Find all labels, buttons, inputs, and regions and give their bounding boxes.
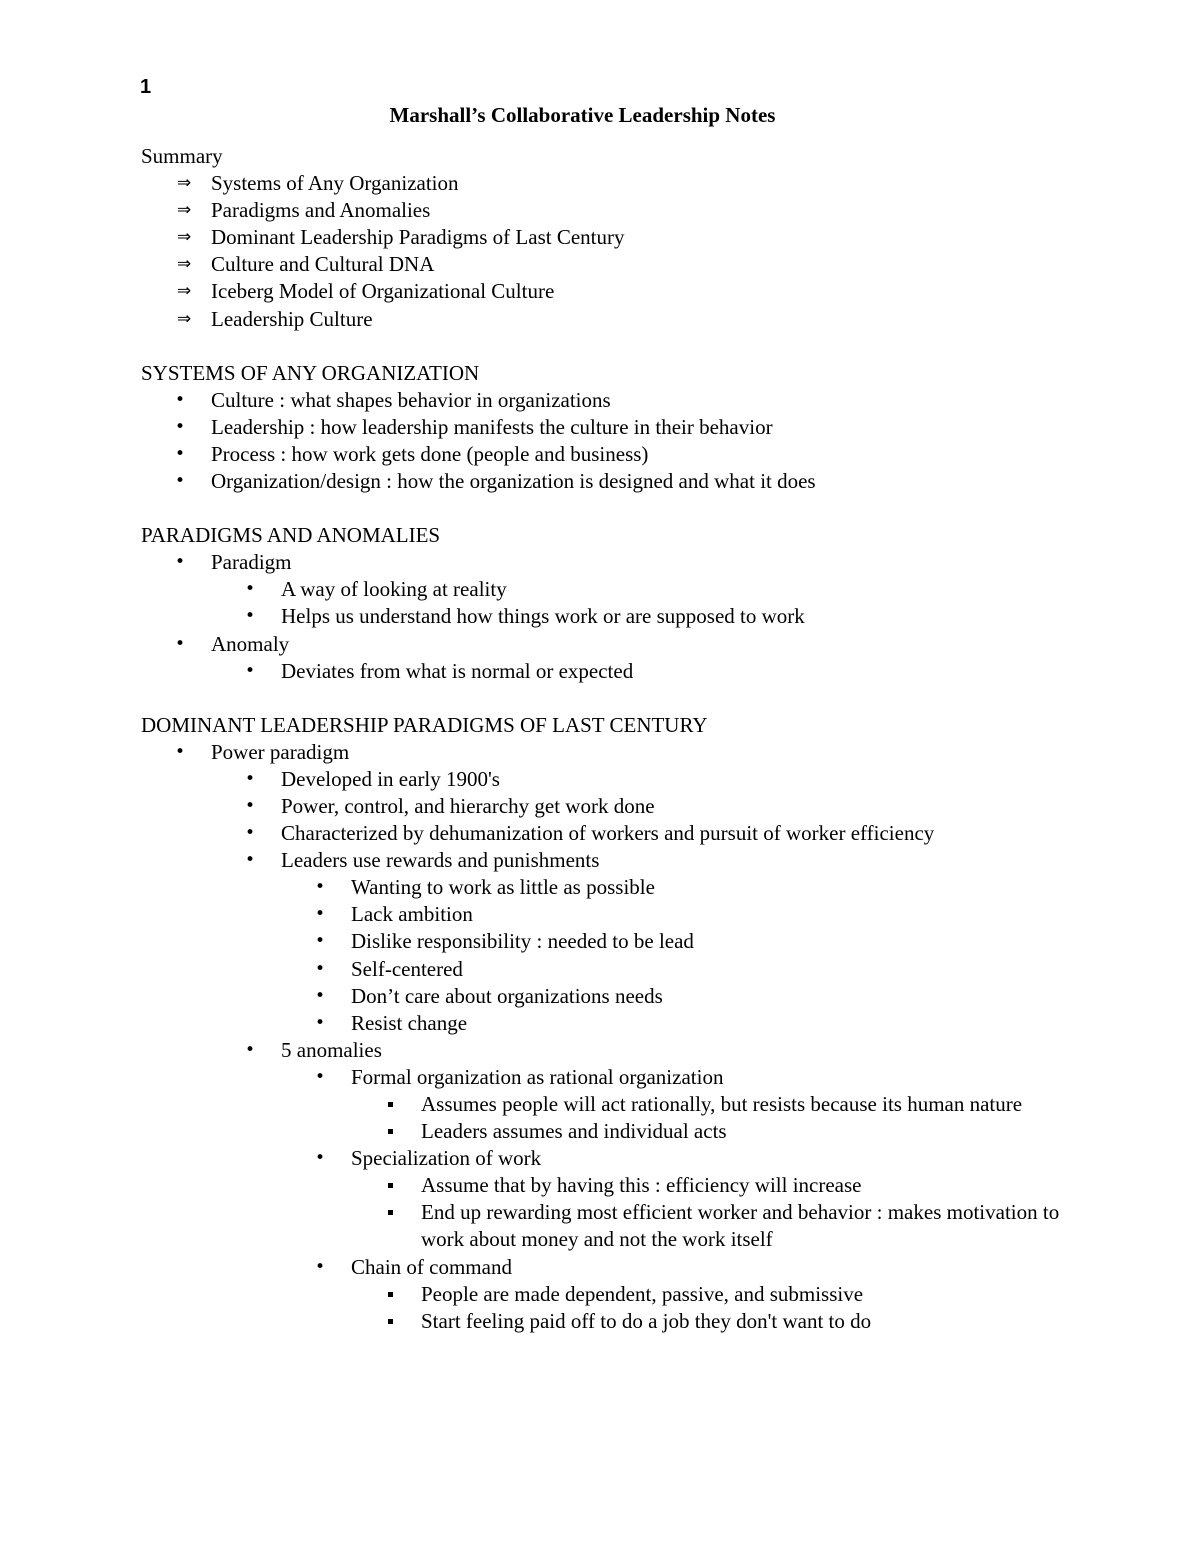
rewards-subitem-text: Self-centered bbox=[351, 956, 463, 981]
section-gap bbox=[141, 685, 1101, 712]
anomalies-list bbox=[281, 1145, 1101, 1172]
square-bullet-icon bbox=[388, 1129, 393, 1134]
systems-item-text: Process : how work gets done (people and business) bbox=[211, 441, 649, 466]
anomaly-detail bbox=[351, 1172, 1101, 1199]
paradigm-subitem-text: Helps us understand how things work or are supposed to work bbox=[281, 604, 805, 629]
power-item bbox=[211, 793, 1101, 820]
summary-list bbox=[141, 170, 1101, 333]
paradigm-subitem bbox=[211, 603, 1101, 630]
rewards-subitem-text: Dislike responsibility : needed to be lead bbox=[351, 929, 694, 954]
bullet-icon: • bbox=[315, 1012, 326, 1033]
rewards-subitem-text: Don’t care about organizations needs bbox=[351, 983, 663, 1008]
bullet-icon: • bbox=[175, 552, 186, 573]
systems-item-text: Leadership : how leadership manifests the culture in their behavior bbox=[211, 414, 773, 439]
rewards-subitem-text: Lack ambition bbox=[351, 902, 473, 927]
bullet-icon: • bbox=[245, 850, 256, 871]
bullet-icon: • bbox=[175, 741, 186, 762]
anomalies-list bbox=[281, 1064, 1101, 1091]
square-bullet-icon bbox=[388, 1210, 393, 1215]
bullet-icon: • bbox=[315, 958, 326, 979]
bullet-icon: • bbox=[245, 606, 256, 627]
systems-item-text: Culture : what shapes behavior in organizations bbox=[211, 387, 611, 412]
anomaly-subitem bbox=[211, 658, 1101, 685]
systems-item bbox=[141, 468, 1101, 495]
bullet-icon: • bbox=[245, 660, 256, 681]
power-item-text: Power, control, and hierarchy get work done bbox=[281, 793, 655, 818]
anomaly-item-text: Anomaly bbox=[211, 631, 290, 656]
summary-item-text: Systems of Any Organization bbox=[211, 171, 459, 196]
section-gap bbox=[141, 333, 1101, 360]
bullet-icon: • bbox=[245, 768, 256, 789]
rewards-subitem-text: Resist change bbox=[351, 1010, 468, 1035]
summary-item-text: Iceberg Model of Organizational Culture bbox=[211, 279, 555, 304]
bullet-icon: • bbox=[245, 579, 256, 600]
dominant-heading: DOMINANT LEADERSHIP PARADIGMS OF LAST CENTURY bbox=[141, 712, 708, 737]
anomalies-item bbox=[211, 1037, 1101, 1064]
rewards-subitem bbox=[281, 928, 1101, 955]
rewards-subitem bbox=[281, 1010, 1101, 1037]
anomaly-entry bbox=[281, 1064, 1101, 1091]
power-item-text: Characterized by dehumanization of workers and pursuit of worker efficiency bbox=[281, 821, 935, 846]
rewards-subitem-text: Wanting to work as little as possible bbox=[351, 875, 655, 900]
summary-item bbox=[141, 278, 1101, 305]
bullet-icon: • bbox=[175, 416, 186, 437]
rewards-subitem bbox=[281, 983, 1101, 1010]
bullet-icon: • bbox=[315, 1066, 326, 1087]
square-bullet-icon bbox=[388, 1102, 393, 1107]
bullet-icon: • bbox=[315, 877, 326, 898]
double-arrow-icon: ⇒ bbox=[177, 254, 192, 275]
square-bullet-icon bbox=[388, 1319, 393, 1324]
bullet-icon: • bbox=[315, 904, 326, 925]
anomaly-detail-list bbox=[351, 1091, 1101, 1145]
anomalies-parent-list bbox=[211, 1037, 1101, 1064]
power-item bbox=[211, 820, 1101, 847]
page-number: 1 bbox=[140, 76, 152, 98]
double-arrow-icon: ⇒ bbox=[177, 308, 192, 329]
anomaly-detail-text: Assume that by having this : efficiency will increase bbox=[421, 1173, 862, 1198]
rewards-item bbox=[211, 847, 1101, 874]
anomaly-detail bbox=[351, 1281, 1101, 1308]
anomaly-detail bbox=[351, 1308, 1101, 1335]
bullet-icon: • bbox=[175, 443, 186, 464]
bullet-icon: • bbox=[315, 1256, 326, 1277]
anomaly-detail bbox=[351, 1091, 1101, 1118]
anomaly-entry-text: Specialization of work bbox=[351, 1146, 542, 1171]
rewards-subitem bbox=[281, 956, 1101, 983]
summary-item-text: Dominant Leadership Paradigms of Last Century bbox=[211, 225, 625, 250]
double-arrow-icon: ⇒ bbox=[177, 173, 192, 194]
paradigms-heading: PARADIGMS AND ANOMALIES bbox=[141, 523, 441, 548]
anomaly-detail-list bbox=[351, 1281, 1101, 1335]
summary-item-text: Leadership Culture bbox=[211, 306, 373, 331]
bullet-icon: • bbox=[245, 795, 256, 816]
bullet-icon: • bbox=[315, 1148, 326, 1169]
bullet-icon: • bbox=[175, 389, 186, 410]
document-title: Marshall’s Collaborative Leadership Notes bbox=[389, 103, 776, 127]
rewards-subitem bbox=[281, 874, 1101, 901]
paradigms-list bbox=[141, 549, 1101, 684]
square-bullet-icon bbox=[388, 1183, 393, 1188]
summary-item bbox=[141, 170, 1101, 197]
summary-item bbox=[141, 224, 1101, 251]
document-body bbox=[141, 143, 1101, 1335]
anomaly-detail-text: End up rewarding most efficient worker and behavior : makes motivation to work about money and not the work itself bbox=[421, 1200, 1060, 1252]
anomaly-detail-text: Start feeling paid off to do a job they don't want to do bbox=[421, 1308, 872, 1333]
summary-item-text: Culture and Cultural DNA bbox=[211, 252, 435, 277]
anomaly-detail-text: Assumes people will act rationally, but resists because its human nature bbox=[421, 1092, 1023, 1116]
anomaly-entry bbox=[281, 1254, 1101, 1281]
power-paradigm-list bbox=[211, 766, 1101, 874]
power-item bbox=[211, 766, 1101, 793]
systems-heading: SYSTEMS OF ANY ORGANIZATION bbox=[141, 360, 480, 385]
rewards-list bbox=[281, 874, 1101, 1037]
bullet-icon: • bbox=[245, 823, 256, 844]
systems-item bbox=[141, 441, 1101, 468]
double-arrow-icon: ⇒ bbox=[177, 227, 192, 248]
bullet-icon: • bbox=[245, 1039, 256, 1060]
section-gap bbox=[141, 495, 1101, 522]
power-paradigm-text: Power paradigm bbox=[211, 739, 350, 764]
summary-item bbox=[141, 251, 1101, 278]
bullet-icon: • bbox=[175, 633, 186, 654]
anomaly-detail bbox=[351, 1118, 1101, 1145]
anomaly-item bbox=[141, 631, 1101, 658]
rewards-item-text: Leaders use rewards and punishments bbox=[281, 848, 600, 873]
paradigm-item-text: Paradigm bbox=[211, 550, 292, 575]
paradigm-subitem bbox=[211, 576, 1101, 603]
anomaly-detail-list bbox=[351, 1172, 1101, 1253]
power-item-text: Developed in early 1900's bbox=[281, 766, 500, 791]
bullet-icon: • bbox=[315, 985, 326, 1006]
rewards-subitem bbox=[281, 901, 1101, 928]
anomaly-entry bbox=[281, 1145, 1101, 1172]
anomaly-entry-text: Formal organization as rational organization bbox=[351, 1064, 724, 1089]
systems-item bbox=[141, 387, 1101, 414]
anomaly-entry-text: Chain of command bbox=[351, 1254, 512, 1279]
anomalies-item-text: 5 anomalies bbox=[281, 1037, 382, 1062]
summary-heading: Summary bbox=[141, 144, 223, 168]
double-arrow-icon: ⇒ bbox=[177, 200, 192, 221]
anomaly-detail bbox=[351, 1199, 1101, 1253]
systems-list bbox=[141, 387, 1101, 495]
bullet-icon: • bbox=[175, 471, 186, 492]
square-bullet-icon bbox=[388, 1292, 393, 1297]
anomalies-list bbox=[281, 1254, 1101, 1281]
anomaly-detail-text: People are made dependent, passive, and submissive bbox=[421, 1281, 864, 1306]
anomaly-subitem-text: Deviates from what is normal or expected bbox=[281, 658, 634, 683]
summary-item-text: Paradigms and Anomalies bbox=[211, 198, 431, 223]
summary-item bbox=[141, 306, 1101, 333]
power-paradigm-item bbox=[141, 739, 1101, 766]
paradigm-subitem-text: A way of looking at reality bbox=[281, 577, 507, 602]
anomaly-detail-text: Leaders assumes and individual acts bbox=[421, 1119, 727, 1144]
dominant-list bbox=[141, 739, 1101, 766]
double-arrow-icon: ⇒ bbox=[177, 281, 192, 302]
systems-item bbox=[141, 414, 1101, 441]
summary-item bbox=[141, 197, 1101, 224]
bullet-icon: • bbox=[315, 931, 326, 952]
paradigm-item bbox=[141, 549, 1101, 576]
systems-item-text: Organization/design : how the organization is designed and what it does bbox=[211, 469, 816, 494]
